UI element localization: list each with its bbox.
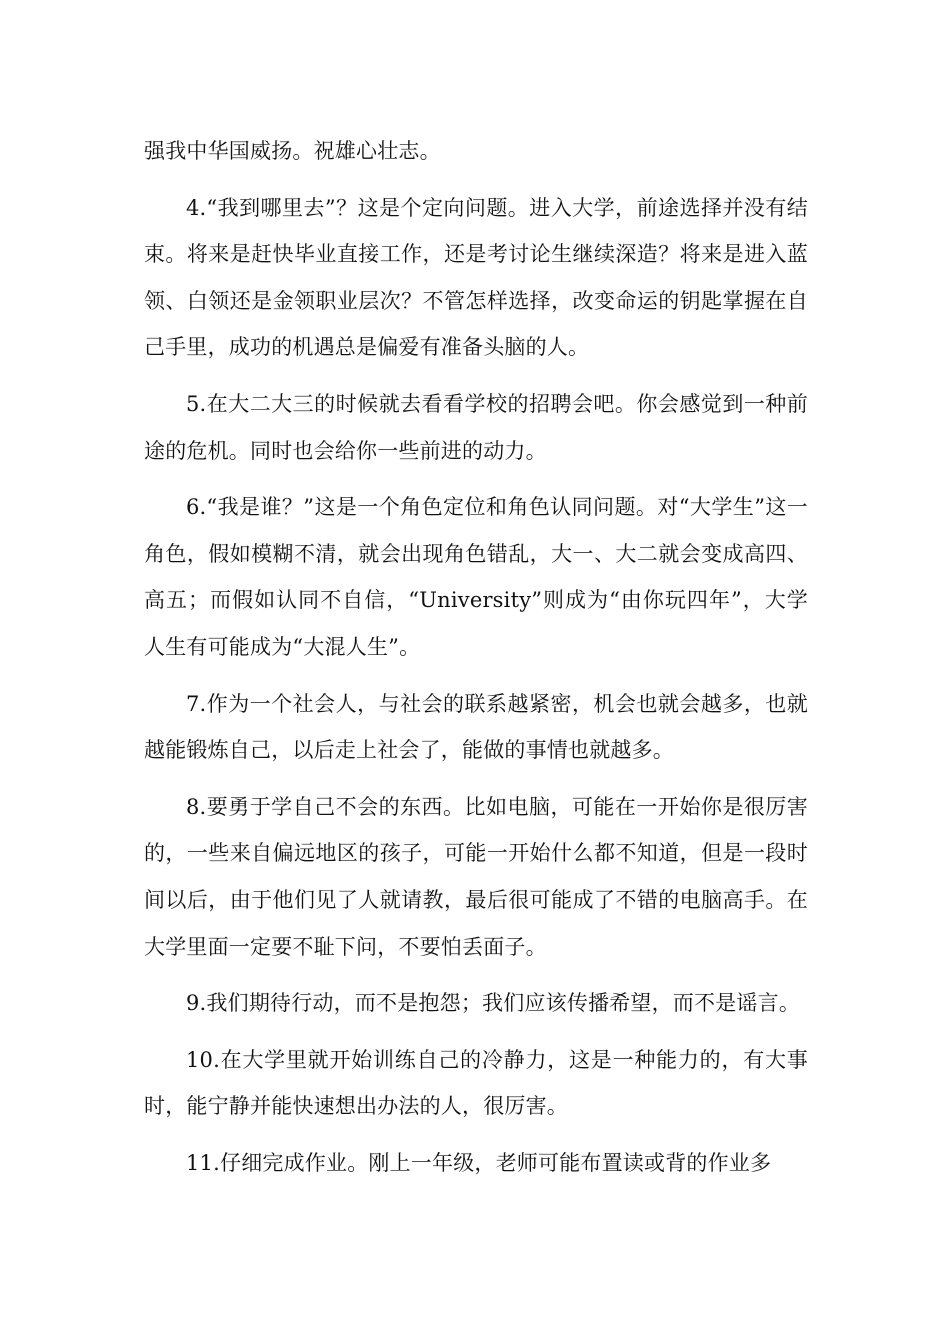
paragraph-item-6: 6.“我是谁？”这是一个角色定位和角色认同问题。对“大学生”这一角色，假如模糊不清，就会出现角色错乱，大一、大二就会变成高四、高五；而假如认同不自信，“University”则成为“由你玩四年”，大学人生有可能成为“大混人生”。 [144, 495, 808, 659]
paragraph-item-11: 11.仔细完成作业。刚上一年级，老师可能布置读或背的作业多 [186, 1150, 772, 1175]
paragraph-item-4: 4.“我到哪里去”？这是个定向问题。进入大学，前途选择并没有结束。将来是赶快毕业直接工作，还是考讨论生继续深造？将来是进入蓝领、白领还是金领职业层次？不管怎样选择，改变命运的钥匙掌握在自己手里，成功的机遇总是偏爱有准备头脑的人。 [144, 195, 808, 360]
document-body [144, 128, 808, 1196]
paragraph-item-7: 7.作为一个社会人，与社会的联系越紧密，机会也就会越多，也就越能锻炼自己，以后走上社会了，能做的事情也就越多。 [144, 691, 808, 763]
paragraph-continuation: 强我中华国威扬。祝雄心壮志。 [144, 139, 441, 163]
paragraph-item-9: 9.我们期待行动，而不是抱怨；我们应该传播希望，而不是谣言。 [186, 991, 801, 1016]
paragraph-item-10: 10.在大学里就开始训练自己的冷静力，这是一种能力的，有大事时，能宁静并能快速想出办法的人，很厉害。 [144, 1047, 808, 1119]
paragraph-item-8: 8.要勇于学自己不会的东西。比如电脑，可能在一开始你是很厉害的，一些来自偏远地区的孩子，可能一开始什么都不知道，但是一段时间以后，由于他们见了人就请教，最后很可能成了不错的电脑高手。在大学里面一定要不耻下问，不要怕丢面子。 [144, 794, 808, 959]
paragraph-item-5: 5.在大二大三的时候就去看看学校的招聘会吧。你会感觉到一种前途的危机。同时也会给你一些前进的动力。 [144, 391, 808, 463]
